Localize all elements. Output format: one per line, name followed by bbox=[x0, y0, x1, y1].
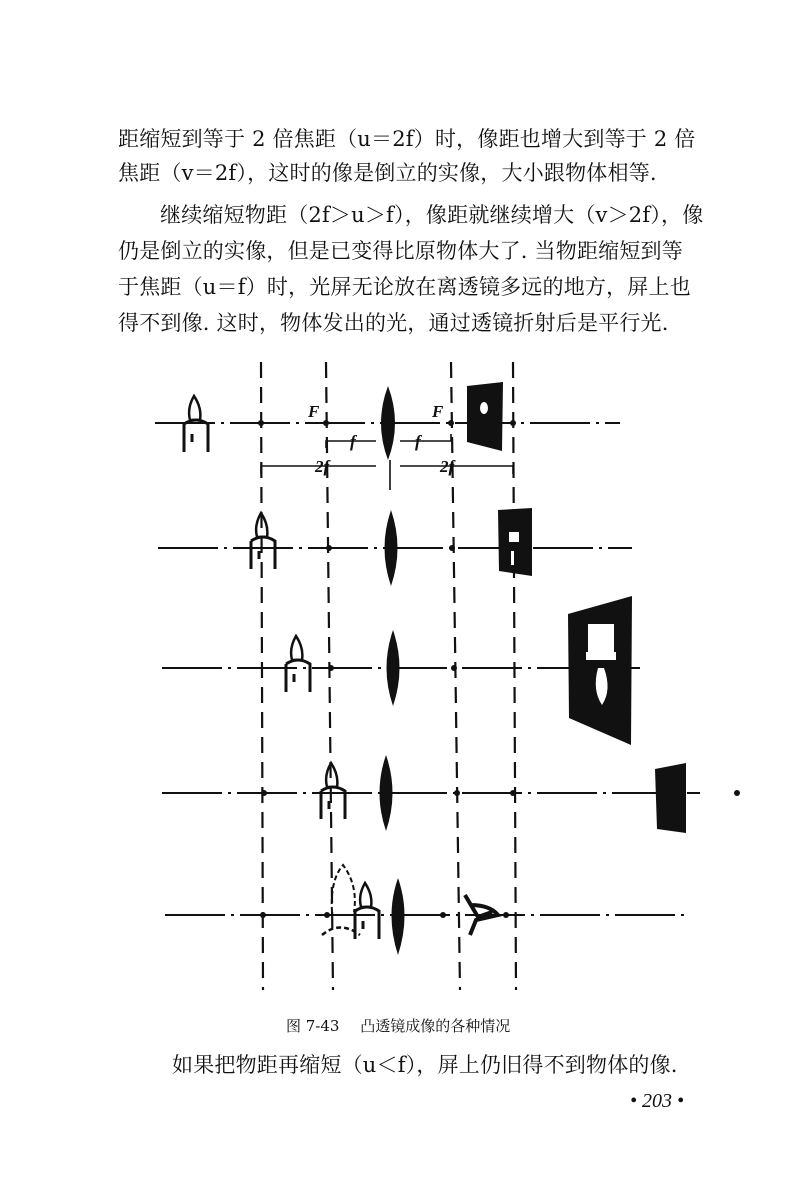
candle-row-2 bbox=[251, 513, 275, 569]
virtual-image-flame bbox=[332, 865, 355, 912]
candle-row-5 bbox=[355, 883, 379, 939]
paragraph-2-line-4: 得不到像. 这时，物体发出的光，通过透镜折射后是平行光. bbox=[118, 311, 669, 335]
paragraph-2-line-1: 继续缩短物距（2f＞u＞f），像距就继续增大（v＞2f），像 bbox=[160, 203, 704, 227]
candle-row-4 bbox=[321, 763, 345, 819]
paragraph-2-line-3: 于焦距（u＝f）时，光屏无论放在离透镜多远的地方，屏上也 bbox=[118, 275, 691, 299]
closing-line: 如果把物距再缩短（u＜f），屏上仍旧得不到物体的像. bbox=[172, 1053, 678, 1077]
figure-caption bbox=[286, 1015, 510, 1036]
focal-label-right: F bbox=[432, 402, 444, 421]
candle-row-3 bbox=[286, 636, 310, 692]
convex-lenses bbox=[380, 386, 405, 955]
paragraph-2-line-2: 仍是倒立的实像，但是已变得比原物体大了. 当物距缩短到等 bbox=[118, 239, 683, 263]
paragraph-1-line-2: 焦距（v＝2f），这时的像是倒立的实像，大小跟物体相等. bbox=[118, 161, 657, 185]
focal-label-left: F bbox=[308, 402, 320, 421]
page-number: • 203 • bbox=[630, 1090, 685, 1112]
figure-caption-text: 凸透镜成像的各种情况 bbox=[360, 1017, 511, 1035]
f-label-right: f bbox=[415, 432, 421, 451]
figure-number: 图 7-43 bbox=[286, 1017, 340, 1035]
paragraph-1-line-1: 距缩短到等于 2 倍焦距（u＝2f）时，像距也增大到等于 2 倍 bbox=[118, 127, 696, 151]
screens bbox=[467, 382, 686, 833]
two-f-label-right: 2f bbox=[440, 457, 455, 476]
f-label-left: f bbox=[350, 432, 356, 451]
two-f-label-left: 2f bbox=[315, 457, 330, 476]
